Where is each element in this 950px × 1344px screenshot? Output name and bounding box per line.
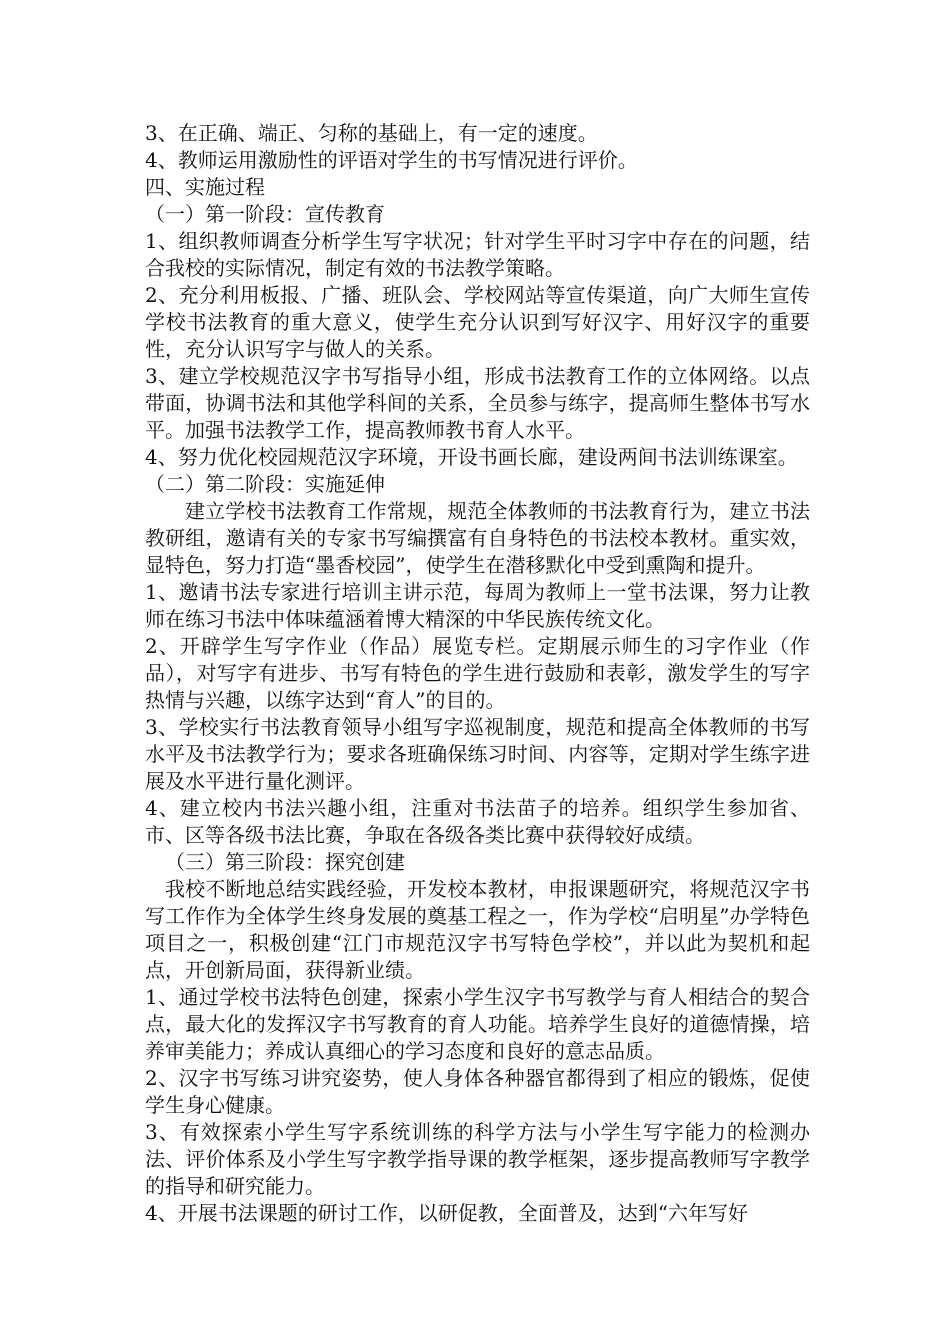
stage-2-heading: （二）第二阶段：实施延伸 <box>145 472 385 496</box>
stage-3-item-3: 3、有效探索小学生写字系统训练的科学方法与小学生写字能力的检测办法、评价体系及小学生写字教学指导课的教学框架，逐步提高教师写字教学的指导和研究能力。 <box>145 1120 810 1198</box>
document-page <box>145 120 810 1227</box>
paragraph-item-4-evaluation: 4、教师运用激励性的评语对学生的书写情况进行评价。 <box>145 148 638 172</box>
stage-3-item-4: 4、开展书法课题的研讨工作，以研促教，全面普及，达到“六年写好 <box>145 1201 748 1225</box>
stage-3-item-1: 1、通过学校书法特色创建，探索小学生汉字书写教学与育人相结合的契合点，最大化的发挥汉字书写教育的育人功能。培养学生良好的道德情操，培养审美能力；养成认真细心的学习态度和良好的意志品质。 <box>145 985 810 1063</box>
stage-2-intro: 建立学校书法教育工作常规，规范全体教师的书法教育行为，建立书法教研组，邀请有关的专家书写编撰富有自身特色的书法校本教材。重实效，显特色，努力打造“墨香校园”，使学生在潜移默化中受到熏陶和提升。 <box>145 499 810 577</box>
stage-2-item-4: 4、建立校内书法兴趣小组，注重对书法苗子的培养。组织学生参加省、市、区等各级书法比赛，争取在各级各类比赛中获得较好成绩。 <box>145 796 810 847</box>
paragraph-item-3-speed: 3、在正确、端正、匀称的基础上，有一定的速度。 <box>145 121 598 145</box>
stage-1-heading: （一）第一阶段：宣传教育 <box>145 202 385 226</box>
stage-3-heading: （三）第三阶段：探究创建 <box>165 850 405 874</box>
stage-1-item-2: 2、充分利用板报、广播、班队会、学校网站等宣传渠道，向广大师生宣传学校书法教育的重大意义，使学生充分认识到写好汉字、用好汉字的重要性，充分认识写字与做人的关系。 <box>145 283 810 361</box>
stage-2-item-3: 3、学校实行书法教育领导小组写字巡视制度，规范和提高全体教师的书写水平及书法教学行为；要求各班确保练习时间、内容等，定期对学生练字进展及水平进行量化测评。 <box>145 715 810 793</box>
stage-2-item-1: 1、邀请书法专家进行培训主讲示范，每周为教师上一堂书法课，努力让教师在练习书法中体味蕴涵着博大精深的中华民族传统文化。 <box>145 580 810 631</box>
stage-2-item-2: 2、开辟学生写字作业（作品）展览专栏。定期展示师生的习字作业（作品），对写字有进步、书写有特色的学生进行鼓励和表彰，激发学生的写字热情与兴趣，以练字达到“育人”的目的。 <box>145 634 810 712</box>
stage-3-intro: 我校不断地总结实践经验，开发校本教材，申报课题研究，将规范汉字书写工作作为全体学生终身发展的奠基工程之一，作为学校“启明星”办学特色项目之一，积极创建“江门市规范汉字书写特色学校”，并以此为契机和起点，开创新局面，获得新业绩。 <box>145 877 810 982</box>
stage-3-item-2: 2、汉字书写练习讲究姿势，使人身体各种器官都得到了相应的锻炼，促使学生身心健康。 <box>145 1066 810 1117</box>
stage-1-item-3: 3、建立学校规范汉字书写指导小组，形成书法教育工作的立体网络。以点带面，协调书法和其他学科间的关系，全员参与练字，提高师生整体书写水平。加强书法教学工作，提高教师教书育人水平。 <box>145 364 810 442</box>
section-heading-implementation: 四、实施过程 <box>145 175 265 199</box>
stage-1-item-1: 1、组织教师调查分析学生写字状况；针对学生平时习字中存在的问题，结合我校的实际情况，制定有效的书法教学策略。 <box>145 229 810 280</box>
stage-1-item-4: 4、努力优化校园规范汉字环境，开设书画长廊，建设两间书法训练课室。 <box>145 445 798 469</box>
